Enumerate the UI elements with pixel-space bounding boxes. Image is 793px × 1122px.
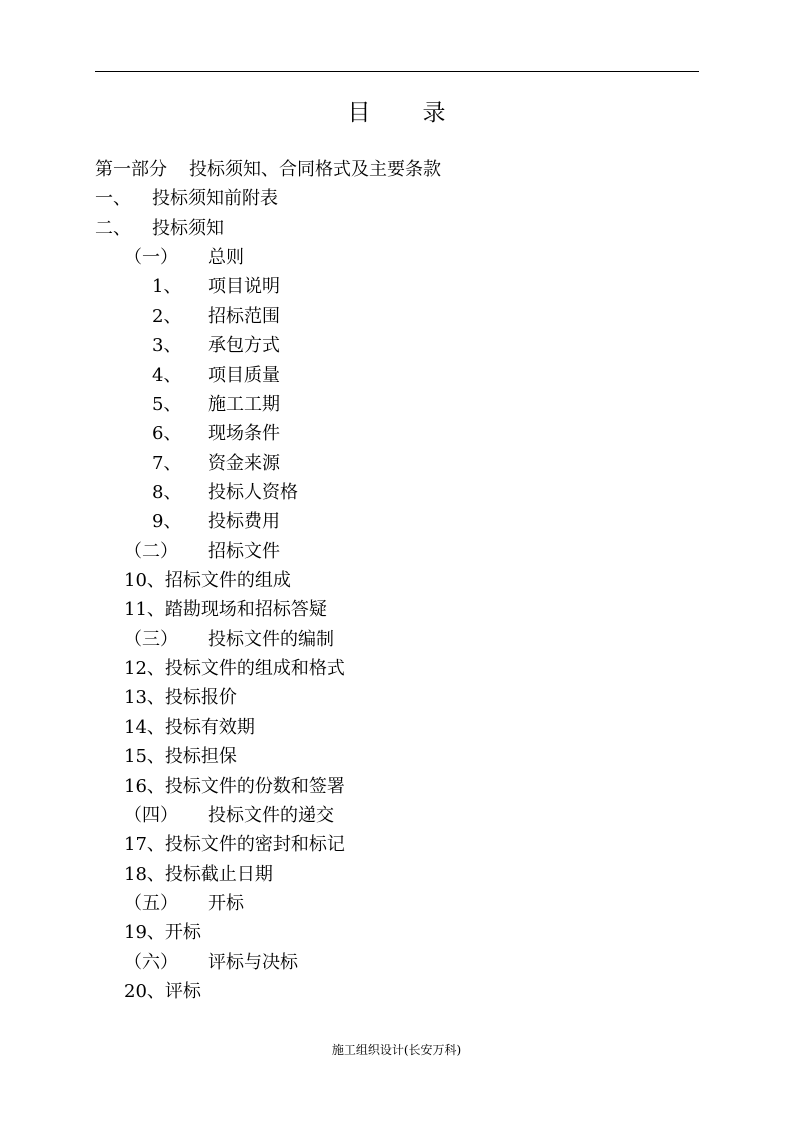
toc-entry-number: 9、 xyxy=(152,511,182,533)
toc-entry-number: 20、评标 xyxy=(124,981,201,1003)
toc-entry-label: 投标文件的递交 xyxy=(208,804,334,826)
toc-entry-label: 承包方式 xyxy=(208,335,280,357)
toc-entry-label: 投标报价 xyxy=(164,687,237,709)
toc-entry-label: 施工工期 xyxy=(208,393,280,415)
toc-entry-number: 8、 xyxy=(152,481,182,503)
toc-entry-label: 投标文件的组成和格式 xyxy=(164,658,345,680)
toc-entry-number: 12、投标文件的组成和格式 xyxy=(124,658,345,680)
toc-entry-label: 开标 xyxy=(208,893,244,914)
toc-entry-number: 5、 xyxy=(152,393,182,415)
toc-entry-number: 11、踏勘现场和招标答疑 xyxy=(124,599,327,621)
toc-entry-number: 17、投标文件的密封和标记 xyxy=(124,834,345,856)
toc-entry-number: 16、投标文件的份数和签署 xyxy=(124,775,345,797)
toc-entry-label: 投标须知、合同格式及主要条款 xyxy=(189,159,441,180)
toc-entry-label: 投标须知前附表 xyxy=(152,188,278,210)
toc-entry-number: （五） xyxy=(124,893,178,914)
toc-entry-label: 评标与决标 xyxy=(208,951,298,973)
toc-entry-number: （三） xyxy=(124,628,178,650)
toc-entry-label: 投标费用 xyxy=(208,511,280,533)
toc-entry-number: （四） xyxy=(124,804,178,826)
toc-entry-number: （一） xyxy=(124,247,178,269)
toc-entry-number: 6、 xyxy=(152,423,182,445)
toc-entry-number: 4、 xyxy=(152,364,182,386)
title-char: 目 xyxy=(347,100,371,126)
toc-entry-number: 19、开标 xyxy=(124,922,201,944)
title-char: 录 xyxy=(422,100,446,126)
toc-entry-label: 招标范围 xyxy=(208,305,280,327)
toc-entry-label: 投标人资格 xyxy=(208,481,298,503)
toc-entry-label: 总则 xyxy=(208,247,244,269)
toc-entry-number: （二） xyxy=(124,540,178,562)
toc-entry-label: 开标 xyxy=(164,922,201,944)
toc-entry-label: 投标截止日期 xyxy=(164,863,273,885)
toc-entry-label: 投标须知 xyxy=(152,217,224,239)
toc-entry-number: （六） xyxy=(124,951,178,973)
page-footer: 施工组织设计(长安万科) xyxy=(331,1043,462,1057)
toc-entry-label: 投标担保 xyxy=(164,746,237,768)
toc-entry-number: 1、 xyxy=(152,276,182,298)
toc-entry-label: 投标有效期 xyxy=(164,716,255,738)
toc-entry-label: 评标 xyxy=(164,981,201,1003)
toc-entry-number: 一、 xyxy=(95,188,131,210)
toc-entry-number: 7、 xyxy=(152,452,182,474)
toc-entry-label: 招标文件 xyxy=(208,540,280,562)
toc-entry-number: 2、 xyxy=(152,305,182,327)
toc-entry-label: 踏勘现场和招标答疑 xyxy=(164,599,327,621)
toc-entry-number: 18、投标截止日期 xyxy=(124,863,273,885)
toc-entry-number: 10、招标文件的组成 xyxy=(124,570,291,592)
page-title xyxy=(0,94,793,127)
toc-entry-label: 项目说明 xyxy=(208,276,280,298)
toc-entry-number: 第一部分 xyxy=(95,159,167,180)
toc-entry-label: 投标文件的密封和标记 xyxy=(164,834,345,856)
toc-entry-label: 招标文件的组成 xyxy=(164,570,291,592)
toc-entry-number: 14、投标有效期 xyxy=(124,716,255,738)
toc-entry-number: 13、投标报价 xyxy=(124,687,237,709)
toc-entry-label: 项目质量 xyxy=(208,364,280,386)
toc-entry-number: 15、投标担保 xyxy=(124,746,237,768)
toc-entry-number: 3、 xyxy=(152,335,182,357)
toc-entry-label: 投标文件的编制 xyxy=(208,628,334,650)
toc-entry-label: 资金来源 xyxy=(208,452,280,474)
toc-entry-label: 投标文件的份数和签署 xyxy=(164,775,345,797)
header-rule xyxy=(95,71,699,72)
toc-entry-label: 现场条件 xyxy=(208,423,280,445)
toc-entry-number: 二、 xyxy=(95,217,131,239)
